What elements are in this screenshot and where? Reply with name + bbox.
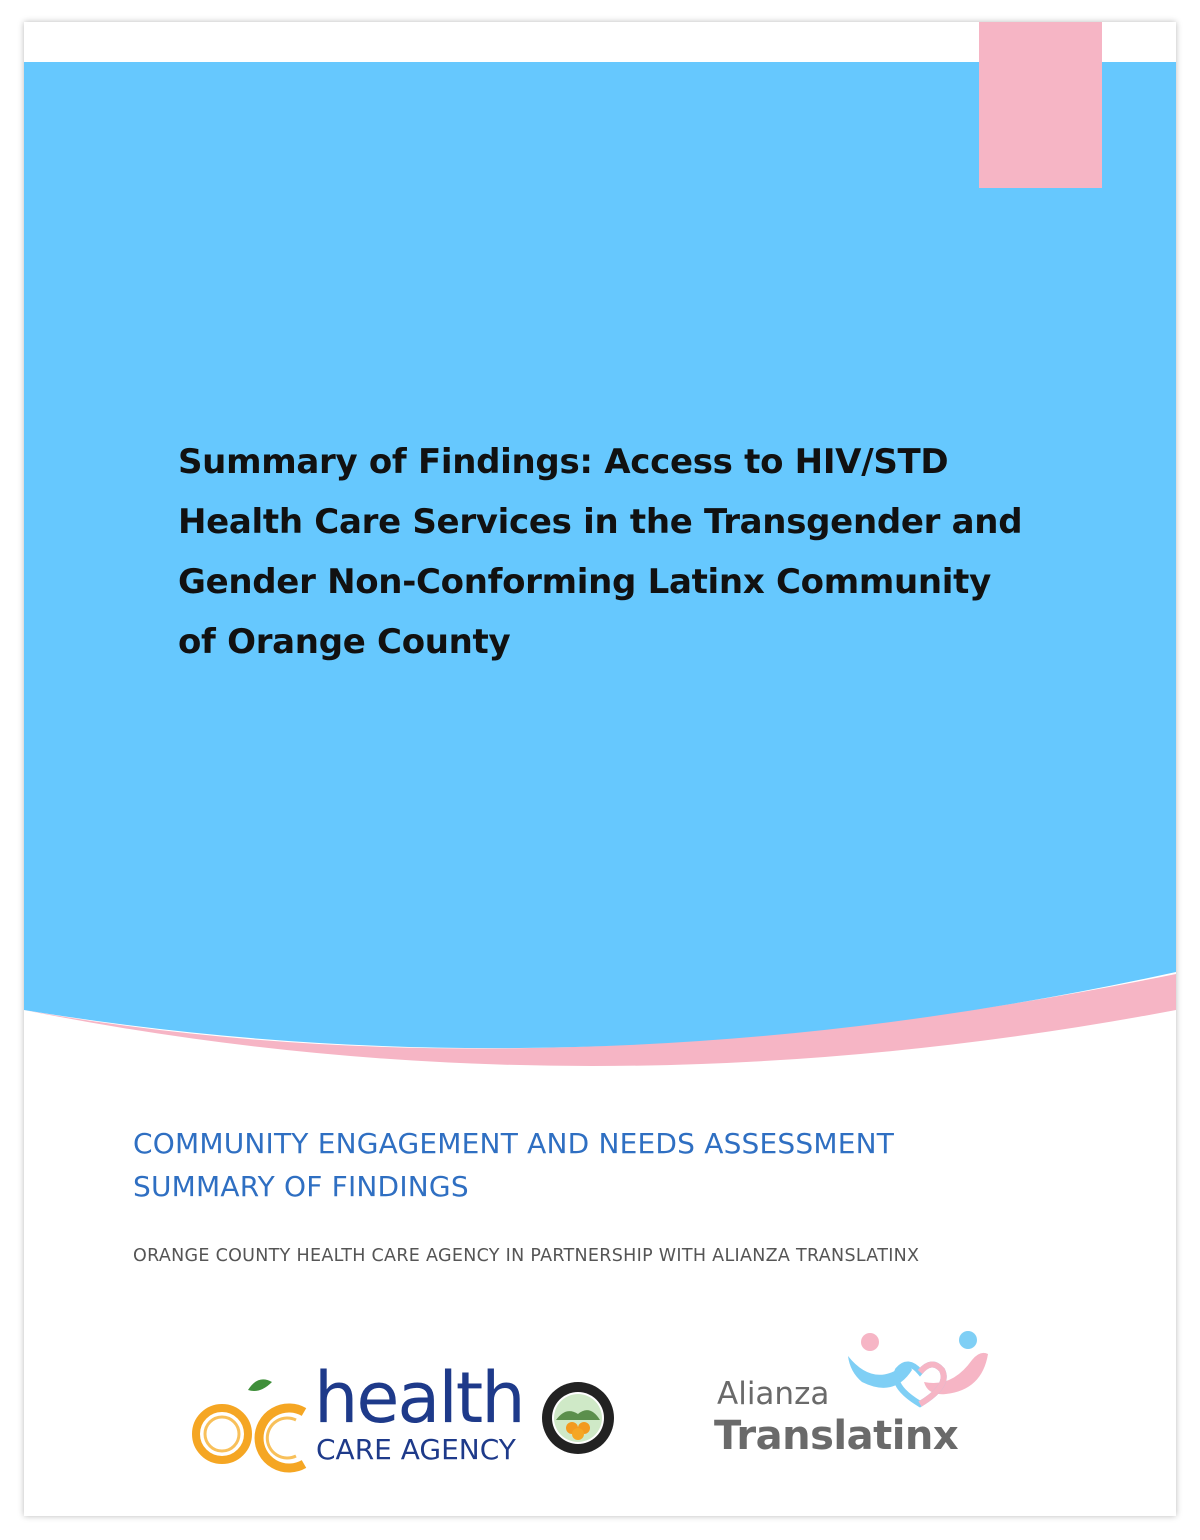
translatinx-word: Translatinx xyxy=(714,1413,959,1459)
subtitle-line-2: SUMMARY OF FINDINGS xyxy=(133,1170,469,1203)
title-line-2: Health Care Services in the Transgender and xyxy=(178,502,1023,542)
alianza-figures-heart-icon xyxy=(842,1330,992,1410)
oc-word-care-agency: CARE AGENCY xyxy=(316,1433,516,1466)
pink-corner-tab xyxy=(979,22,1102,188)
oc-health-care-agency-logo xyxy=(192,1357,622,1482)
oc-word-health: health xyxy=(314,1357,524,1439)
cover-page xyxy=(24,22,1176,1516)
title-line-4: of Orange County xyxy=(178,622,511,662)
title-line-1: Summary of Findings: Access to HIV/STD xyxy=(178,442,949,482)
oc-rings-icon xyxy=(192,1372,322,1482)
partnership-line: ORANGE COUNTY HEALTH CARE AGENCY IN PARTNERSHIP WITH ALIANZA TRANSLATINX xyxy=(133,1246,920,1266)
subtitle-line-1: COMMUNITY ENGAGEMENT AND NEEDS ASSESSMENT xyxy=(133,1127,895,1160)
report-subtitle xyxy=(133,1122,1093,1208)
report-title xyxy=(178,432,1038,672)
alianza-translatinx-logo xyxy=(714,1330,1004,1480)
county-seal-icon xyxy=(540,1380,616,1456)
title-line-3: Gender Non-Conforming Latinx Community xyxy=(178,562,991,602)
alianza-word: Alianza xyxy=(717,1376,830,1412)
